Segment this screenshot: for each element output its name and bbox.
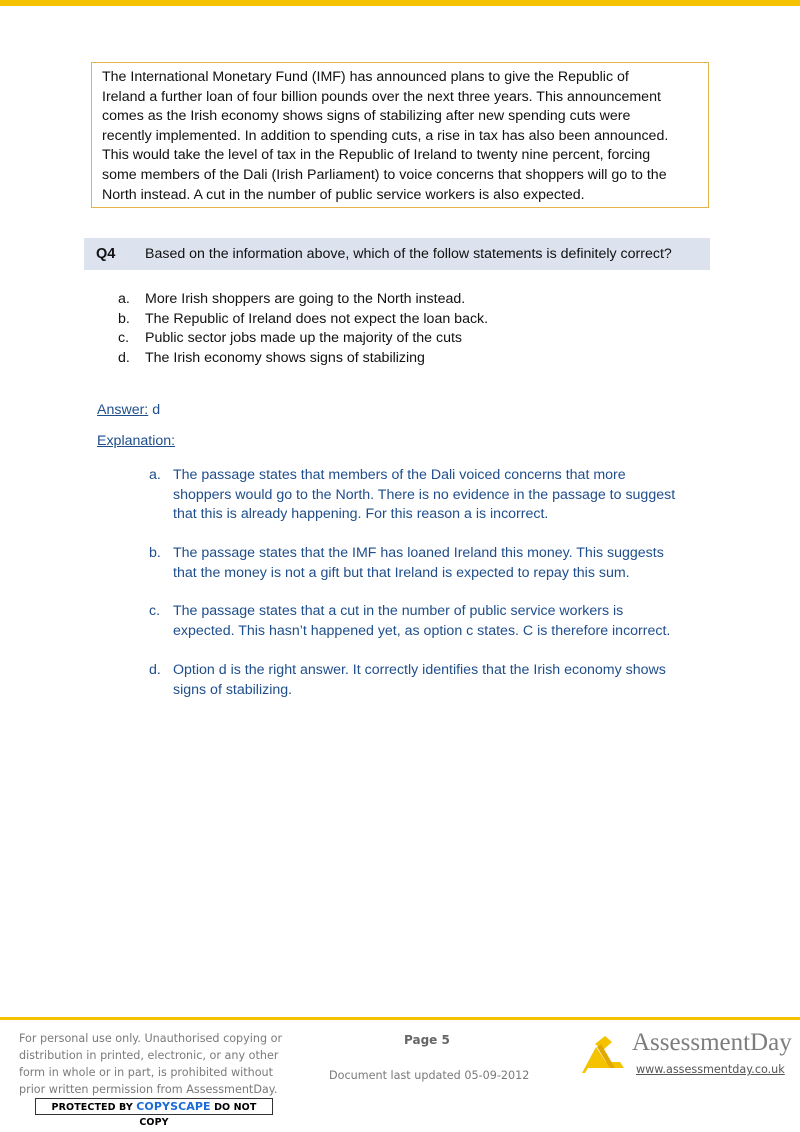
explanation-item-b: b. The passage states that the IMF has loaned Ireland this money. This suggests that the money is not a gift but that Ireland is expected to repay this sum. — [149, 545, 664, 581]
passage-line: comes as the Irish economy shows signs of stabilizing after new spending cuts were — [102, 108, 631, 125]
option-b: b. The Republic of Ireland does not expect the loan back. — [118, 310, 489, 327]
question-bar — [84, 238, 710, 270]
copyright-notice: For personal use only. Unauthorised copying or distribution in printed, electronic, or any other form in whole or in part, is prohibited without prior written permission from AssessmentDay. — [19, 1032, 283, 1096]
passage-line: recently implemented. In addition to spending cuts, a rise in tax has also been announced. — [102, 127, 669, 144]
answer-label: Answer: — [97, 402, 149, 418]
assessmentday-logo-icon — [579, 1032, 629, 1076]
passage-line: This would take the level of tax in the Republic of Ireland to twenty nine percent, forcing — [102, 147, 651, 164]
answer-options — [118, 290, 488, 368]
question-text: Based on the information above, which of the follow statements is definitely correct? — [145, 246, 672, 262]
question-number: Q4 — [96, 246, 116, 262]
document-updated: Document last updated 05-09-2012 — [329, 1069, 530, 1082]
answer-line — [97, 402, 160, 418]
explanation-item-d: d. Option d is the right answer. It correctly identifies that the Irish economy shows signs of stabilizing. — [149, 662, 666, 698]
passage-box — [91, 62, 709, 208]
explanation-item-a: a. The passage states that members of the Dali voiced concerns that more shoppers would go to the North. There is no evidence in the passage to suggest that this is already happening. For this reason a is incorrect. — [149, 467, 676, 523]
logo-wordmark: AssessmentDay — [632, 1029, 792, 1056]
passage-line: some members of the Dali (Irish Parliament) to voice concerns that shoppers will go to the — [102, 166, 667, 183]
explanation-title: Explanation: — [97, 433, 176, 449]
website-link[interactable]: www.assessmentday.co.uk — [636, 1063, 785, 1076]
page-number: Page 5 — [404, 1033, 450, 1047]
explanation-item-c: c. The passage states that a cut in the number of public service workers is expected. This hasn’t happened yet, as option c states. C is therefore incorrect. — [149, 603, 671, 639]
top-accent-bar — [0, 0, 800, 6]
passage-line: The International Monetary Fund (IMF) has announced plans to give the Republic of — [102, 69, 629, 85]
answer-value: d — [148, 402, 161, 418]
passage-line: Ireland a further loan of four billion pounds over the next three years. This announcement — [102, 88, 661, 105]
footer-divider — [0, 1017, 800, 1020]
option-d: d. The Irish economy shows signs of stabilizing — [118, 349, 425, 366]
passage-line: North instead. A cut in the number of public service workers is also expected. — [102, 186, 585, 203]
option-a: a. More Irish shoppers are going to the North instead. — [118, 291, 466, 307]
option-c: c. Public sector jobs made up the majority of the cuts — [118, 330, 463, 347]
copyscape-badge[interactable]: PROTECTED BY COPYSCAPE DO NOT COPY — [35, 1098, 273, 1115]
